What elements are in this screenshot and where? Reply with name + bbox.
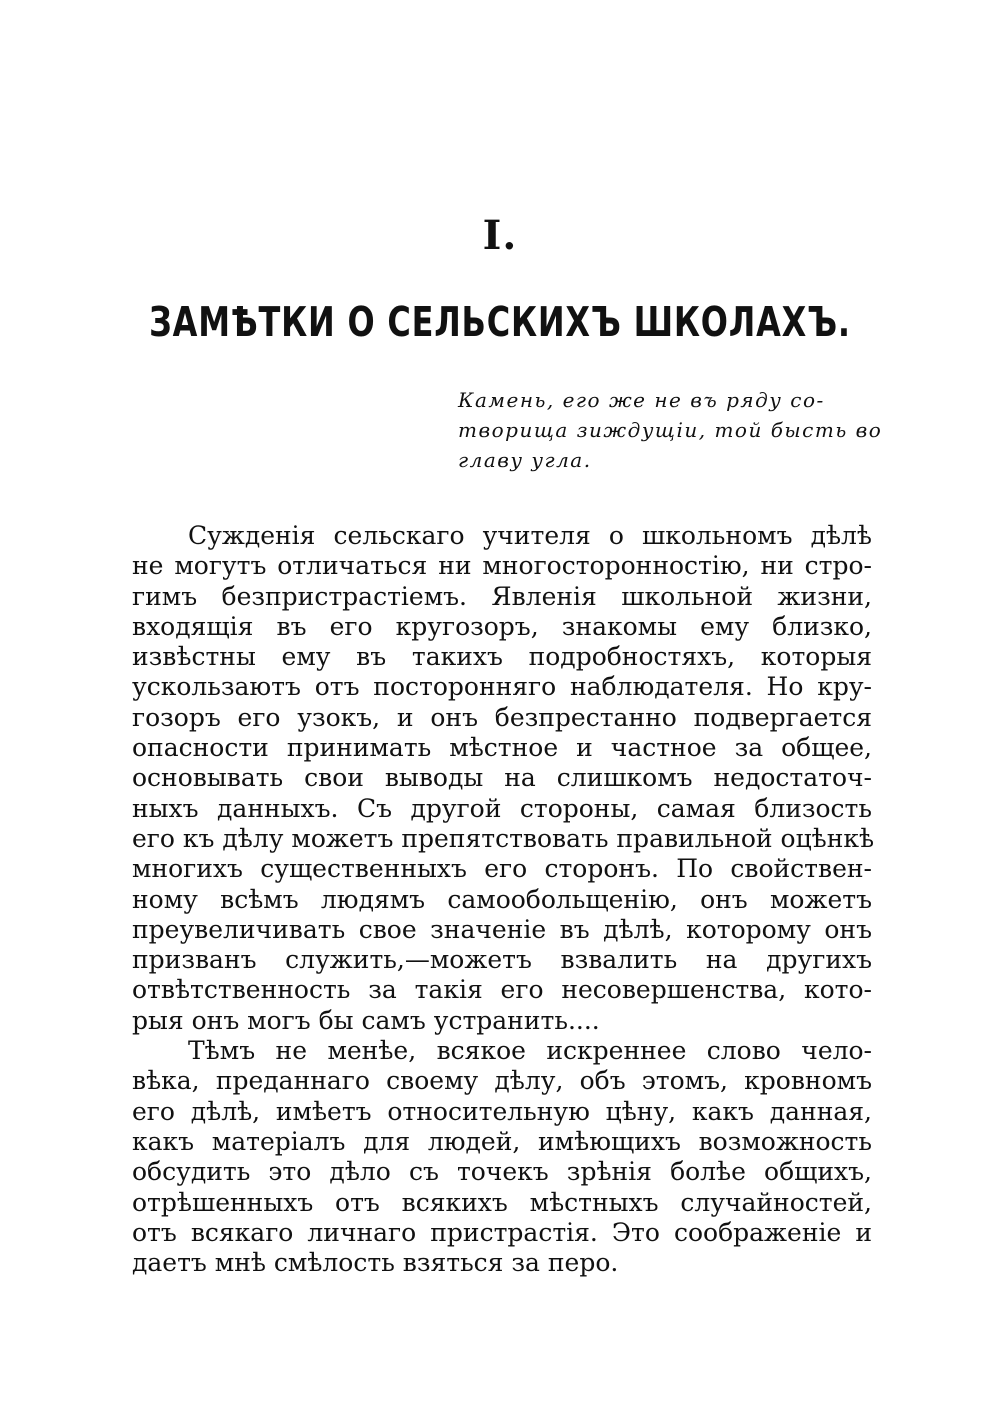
epigraph-line: творища зиждущіи, той бысть во [458, 418, 883, 442]
text-line: не могутъ отличаться ни многосторонностію, ни стро- [132, 551, 872, 581]
text-line: ускользаютъ отъ посторонняго наблюдателя. Но кру- [132, 672, 872, 702]
text-line: отъ всякаго личнаго пристрастія. Это соображеніе и [132, 1217, 872, 1247]
text-line: отрѣшенныхъ отъ всякихъ мѣстныхъ случайностей, [132, 1187, 872, 1217]
paragraph-2 [132, 1036, 872, 1278]
epigraph-line: Камень, его же не въ ряду со- [458, 388, 825, 412]
body-text [132, 521, 875, 1278]
text-line: даетъ мнѣ смѣлость взяться за перо. [132, 1248, 619, 1278]
text-line: Сужденія сельскаго учителя о школьномъ дѣлѣ [188, 521, 872, 550]
chapter-title: ЗАМѢТКИ О СЕЛЬСКИХЪ ШКОЛАХЪ. [149, 298, 851, 346]
text-line: входящія въ его кругозоръ, знакомы ему близко, [132, 611, 872, 641]
text-line: ному всѣмъ людямъ самообольщенію, онъ можетъ [132, 884, 872, 914]
epigraph-line: главу угла. [458, 448, 592, 472]
text-line: какъ матеріалъ для людей, имѣющихъ возможность [132, 1126, 872, 1156]
chapter-numeral: I. [482, 212, 518, 259]
text-line: основывать свои выводы на слишкомъ недостаточ- [132, 763, 872, 793]
text-line: гозоръ его узокъ, и онъ безпрестанно подвергается [132, 702, 872, 732]
text-line: его къ дѣлу можетъ препятствовать правильной оцѣнкѣ [132, 823, 875, 853]
paragraph-1 [132, 521, 875, 1036]
text-line: преувеличивать свое значеніе въ дѣлѣ, которому онъ [132, 914, 872, 944]
text-line: его дѣлѣ, имѣетъ относительную цѣну, какъ данная, [132, 1096, 872, 1126]
text-line: рыя онъ могъ бы самъ устранить.... [132, 1005, 600, 1035]
text-line: опасности принимать мѣстное и частное за общее, [132, 733, 872, 763]
text-line: ныхъ данныхъ. Съ другой стороны, самая близость [132, 793, 872, 823]
epigraph [458, 385, 883, 475]
text-line: гимъ безпристрастіемъ. Явленія школьной жизни, [132, 581, 872, 611]
text-line: вѣка, преданнаго своему дѣлу, объ этомъ, кровномъ [132, 1066, 872, 1096]
text-line: призванъ служить,—можетъ взвалить на другихъ [132, 945, 872, 975]
text-line: извѣстны ему въ такихъ подробностяхъ, которыя [132, 642, 872, 672]
text-line: многихъ существенныхъ его сторонъ. По свойствен- [132, 854, 872, 884]
text-line: обсудить это дѣло съ точекъ зрѣнія болѣе общихъ, [132, 1157, 872, 1187]
text-line: Тѣмъ не менѣе, всякое искреннее слово чело- [188, 1036, 872, 1066]
text-line: отвѣтственность за такія его несовершенства, кото- [132, 975, 872, 1005]
